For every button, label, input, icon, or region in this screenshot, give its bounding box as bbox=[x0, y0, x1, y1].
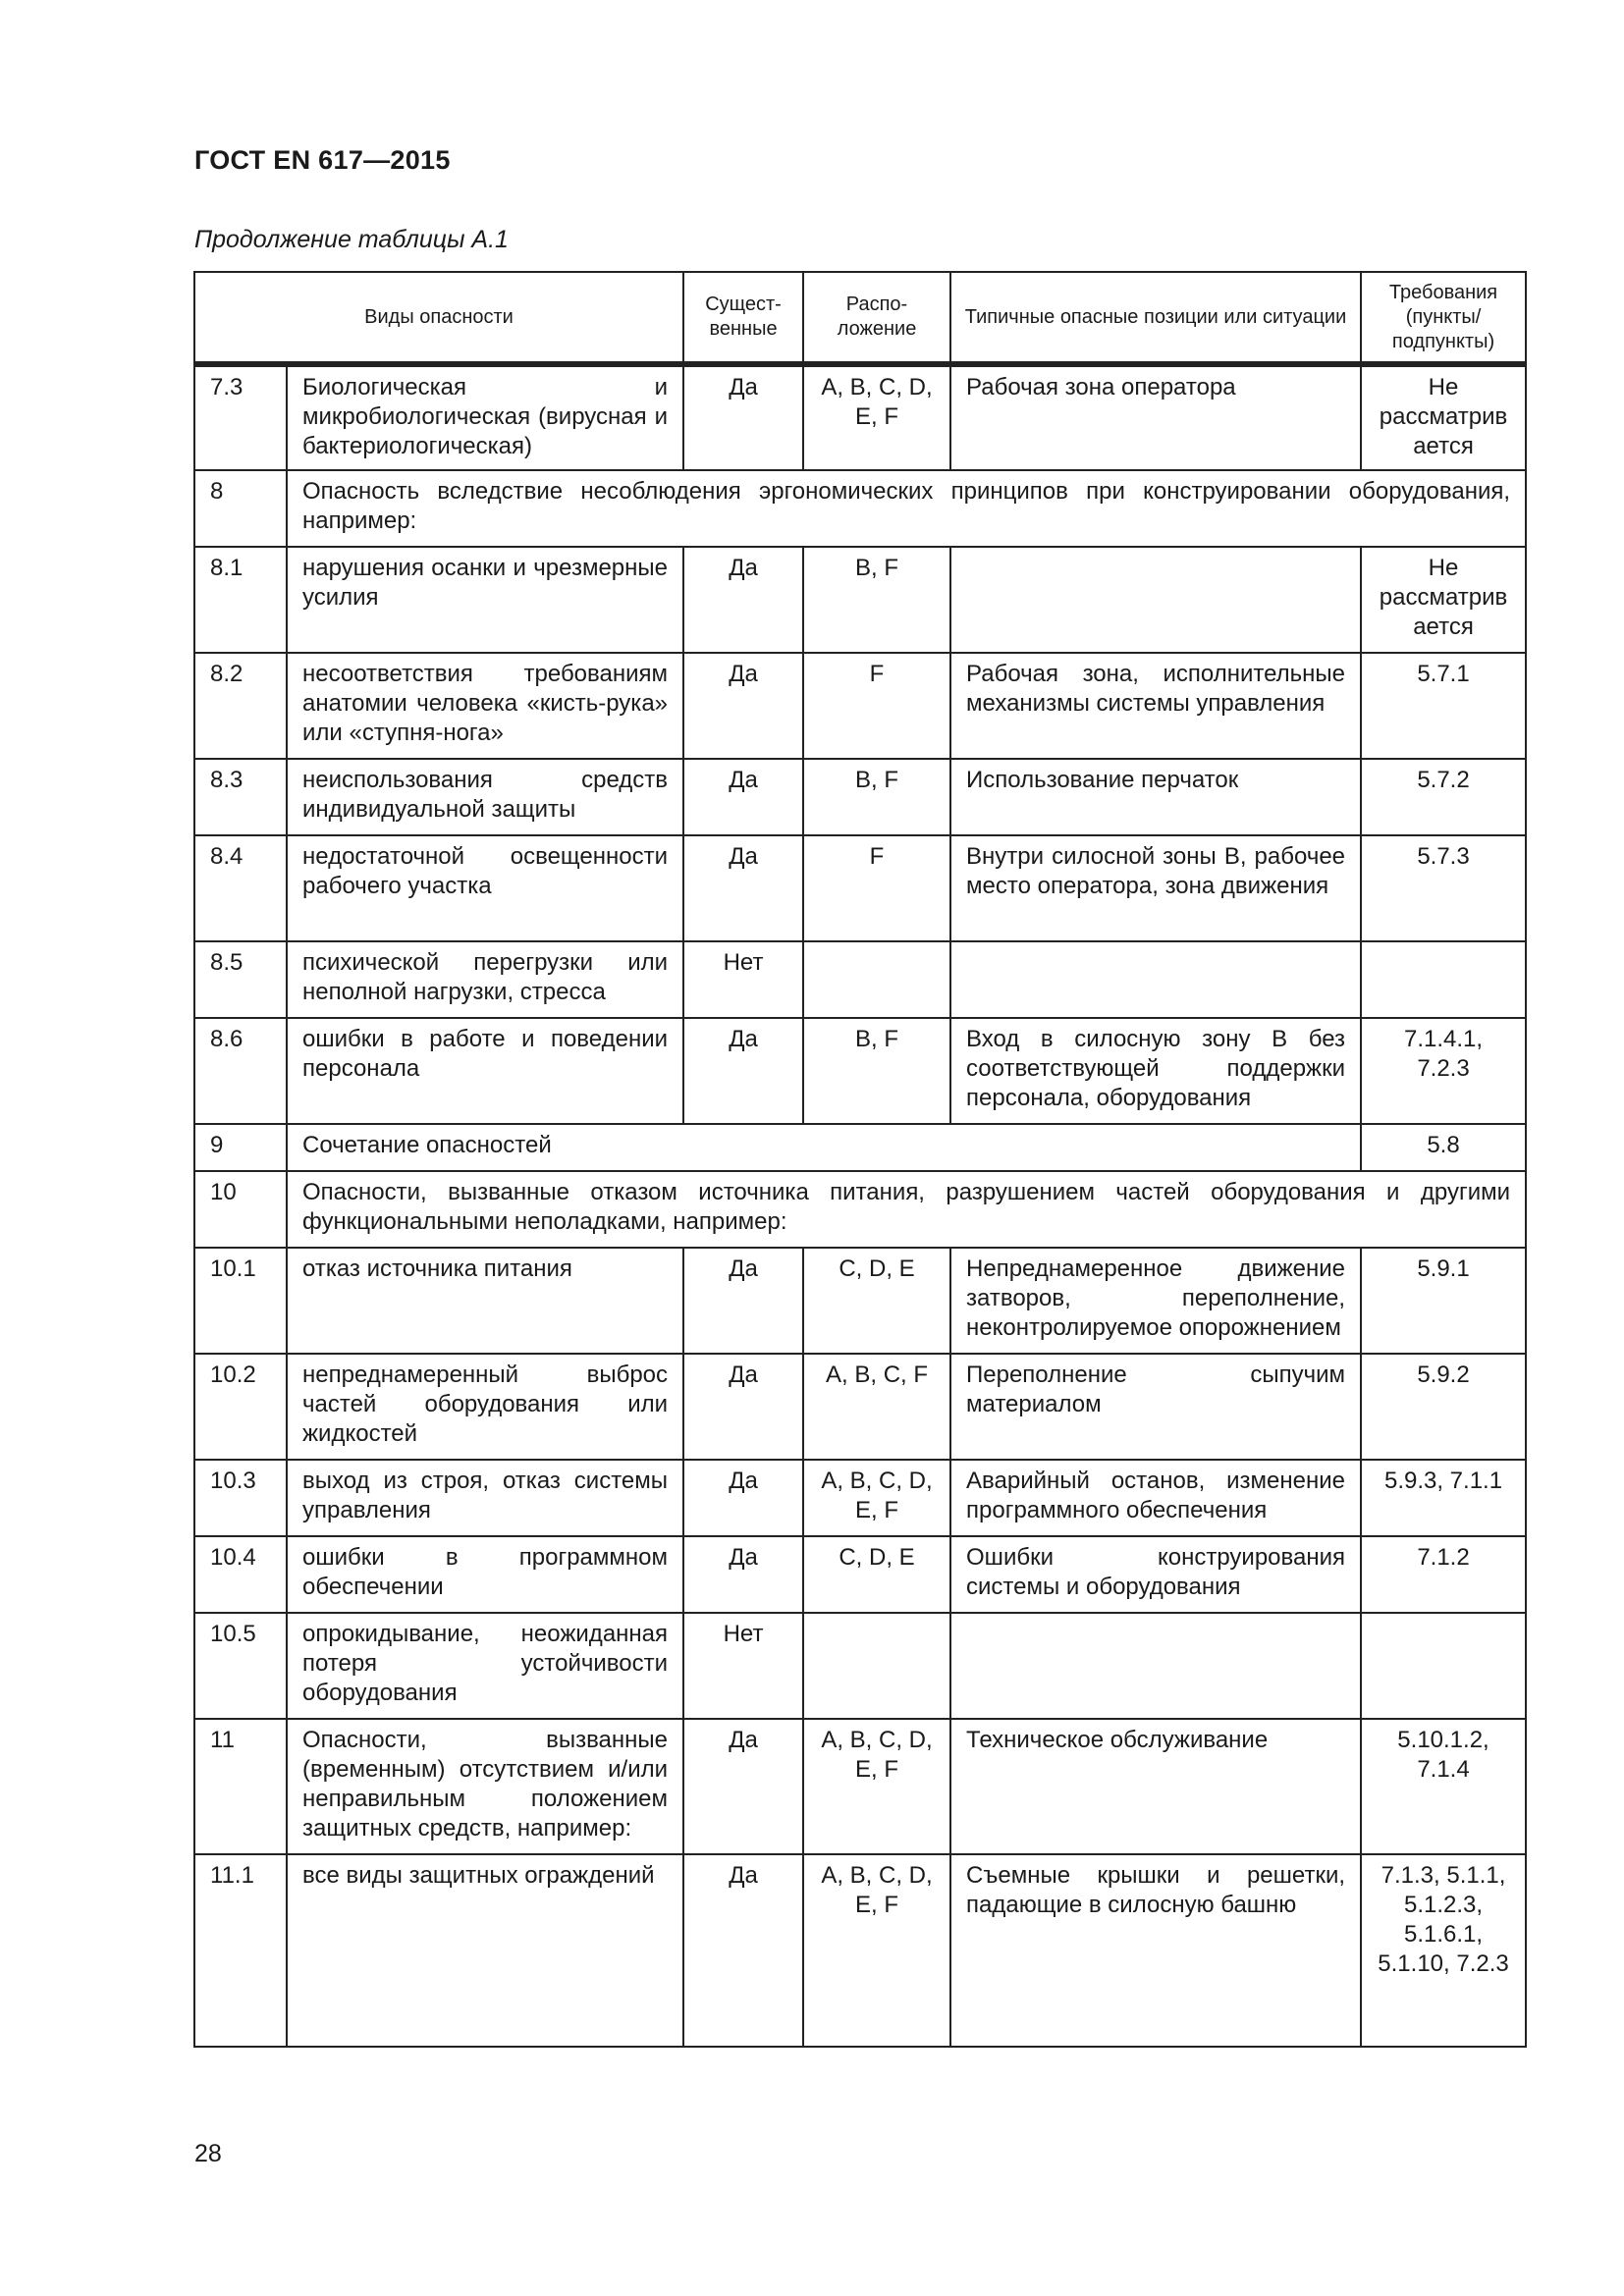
hazard-cell: ошибки в работе и поведении персонала bbox=[286, 1017, 682, 1123]
row-number: 11 bbox=[193, 1718, 286, 1853]
requirements-cell: Не рассматривается bbox=[1360, 546, 1527, 652]
location-cell: C, D, E bbox=[802, 1535, 949, 1612]
significant-cell: Да bbox=[682, 1535, 802, 1612]
hazards-table bbox=[193, 271, 1527, 2048]
row-number: 9 bbox=[193, 1123, 286, 1170]
requirements-cell: 7.1.3, 5.1.1, 5.1.2.3, 5.1.6.1, 5.1.10, 7.2.3 bbox=[1360, 1853, 1527, 2048]
row-number: 8.1 bbox=[193, 546, 286, 652]
location-cell: А, B, C, D, E, F bbox=[802, 363, 949, 469]
situation-cell: Рабочая зона оператора bbox=[949, 363, 1360, 469]
row-number: 7.3 bbox=[193, 363, 286, 469]
table-row bbox=[193, 1247, 1527, 1353]
requirements-cell: 5.10.1.2, 7.1.4 bbox=[1360, 1718, 1527, 1853]
significant-cell: Нет bbox=[682, 940, 802, 1017]
location-cell: B, F bbox=[802, 758, 949, 834]
situation-cell: Съемные крышки и решетки, падающие в силосную башню bbox=[949, 1853, 1360, 2048]
location-cell bbox=[802, 1612, 949, 1718]
requirements-cell: 5.8 bbox=[1360, 1123, 1527, 1170]
requirements-cell: Не рассматривается bbox=[1360, 363, 1527, 469]
requirements-cell: 5.7.2 bbox=[1360, 758, 1527, 834]
row-number: 8.2 bbox=[193, 652, 286, 758]
location-cell: F bbox=[802, 652, 949, 758]
hazard-cell: несоответствия требованиям анатомии человека «кисть-рука» или «ступня-нога» bbox=[286, 652, 682, 758]
requirements-cell: 7.1.4.1, 7.2.3 bbox=[1360, 1017, 1527, 1123]
table-header-row bbox=[193, 271, 1527, 363]
significant-cell: Да bbox=[682, 834, 802, 940]
hazard-cell: опрокидывание, неожиданная потеря устойчивости оборудования bbox=[286, 1612, 682, 1718]
significant-cell: Нет bbox=[682, 1612, 802, 1718]
col-header-significant: Сущест-венные bbox=[682, 271, 802, 363]
col-header-location: Распо-ложение bbox=[802, 271, 949, 363]
requirements-cell: 5.7.3 bbox=[1360, 834, 1527, 940]
significant-cell: Да bbox=[682, 758, 802, 834]
significant-cell: Да bbox=[682, 1353, 802, 1459]
location-cell: F bbox=[802, 834, 949, 940]
col-header-hazard: Виды опасности bbox=[193, 271, 682, 363]
situation-cell: Переполнение сыпучим материалом bbox=[949, 1353, 1360, 1459]
table-row bbox=[193, 1353, 1527, 1459]
row-number: 8.3 bbox=[193, 758, 286, 834]
location-cell: А, B, C, D, E, F bbox=[802, 1853, 949, 2048]
row-number: 8 bbox=[193, 469, 286, 546]
hazard-cell: Опасности, вызванные (временным) отсутствием и/или неправильным положением защитных средств, например: bbox=[286, 1718, 682, 1853]
table-row bbox=[193, 1718, 1527, 1853]
situation-cell bbox=[949, 546, 1360, 652]
table-row bbox=[193, 546, 1527, 652]
location-cell: А, B, C, F bbox=[802, 1353, 949, 1459]
table-row bbox=[193, 1459, 1527, 1535]
hazard-cell: Биологическая и микробиологическая (вирусная и бактериологическая) bbox=[286, 363, 682, 469]
hazard-cell: недостаточной освещенности рабочего участка bbox=[286, 834, 682, 940]
section-heading-cell: Опасности, вызванные отказом источника питания, разрушением частей оборудования и другими функциональными неполадками, например: bbox=[286, 1170, 1527, 1247]
hazard-cell: Сочетание опасностей bbox=[286, 1123, 1360, 1170]
row-number: 10 bbox=[193, 1170, 286, 1247]
situation-cell: Рабочая зона, исполнительные механизмы системы управления bbox=[949, 652, 1360, 758]
significant-cell: Да bbox=[682, 652, 802, 758]
page-number: 28 bbox=[194, 2140, 222, 2167]
row-number: 10.1 bbox=[193, 1247, 286, 1353]
row-number: 10.3 bbox=[193, 1459, 286, 1535]
location-cell: B, F bbox=[802, 546, 949, 652]
requirements-cell bbox=[1360, 1612, 1527, 1718]
location-cell: А, B, C, D, E, F bbox=[802, 1718, 949, 1853]
location-cell: А, B, C, D, E, F bbox=[802, 1459, 949, 1535]
significant-cell: Да bbox=[682, 1247, 802, 1353]
hazard-cell: все виды защитных ограждений bbox=[286, 1853, 682, 2048]
requirements-cell: 7.1.2 bbox=[1360, 1535, 1527, 1612]
table-row bbox=[193, 758, 1527, 834]
hazard-cell: ошибки в программном обеспечении bbox=[286, 1535, 682, 1612]
section-heading-cell: Опасность вследствие несоблюдения эргономических принципов при конструировании оборудования, например: bbox=[286, 469, 1527, 546]
hazard-cell: нарушения осанки и чрезмерные усилия bbox=[286, 546, 682, 652]
table-row bbox=[193, 1017, 1527, 1123]
situation-cell: Внутри силосной зоны В, рабочее место оператора, зона движения bbox=[949, 834, 1360, 940]
situation-cell: Техническое обслуживание bbox=[949, 1718, 1360, 1853]
situation-cell: Вход в силосную зону В без соответствующей поддержки персонала, оборудования bbox=[949, 1017, 1360, 1123]
table-row bbox=[193, 1123, 1527, 1170]
hazard-cell: неиспользования средств индивидуальной защиты bbox=[286, 758, 682, 834]
significant-cell: Да bbox=[682, 1459, 802, 1535]
table-row bbox=[193, 469, 1527, 546]
table-row bbox=[193, 1170, 1527, 1247]
table-row bbox=[193, 363, 1527, 469]
col-header-requirements: Требования (пункты/ подпункты) bbox=[1360, 271, 1527, 363]
hazard-cell: выход из строя, отказ системы управления bbox=[286, 1459, 682, 1535]
situation-cell: Ошибки конструирования системы и оборудования bbox=[949, 1535, 1360, 1612]
significant-cell: Да bbox=[682, 363, 802, 469]
situation-cell: Аварийный останов, изменение программного обеспечения bbox=[949, 1459, 1360, 1535]
table-row bbox=[193, 1612, 1527, 1718]
table-row bbox=[193, 652, 1527, 758]
hazard-cell: психической перегрузки или неполной нагрузки, стресса bbox=[286, 940, 682, 1017]
row-number: 8.6 bbox=[193, 1017, 286, 1123]
location-cell: B, F bbox=[802, 1017, 949, 1123]
row-number: 10.5 bbox=[193, 1612, 286, 1718]
hazard-cell: отказ источника питания bbox=[286, 1247, 682, 1353]
col-header-situation: Типичные опасные позиции или ситуации bbox=[949, 271, 1360, 363]
requirements-cell: 5.9.1 bbox=[1360, 1247, 1527, 1353]
situation-cell: Использование перчаток bbox=[949, 758, 1360, 834]
table-row bbox=[193, 1535, 1527, 1612]
row-number: 8.4 bbox=[193, 834, 286, 940]
requirements-cell bbox=[1360, 940, 1527, 1017]
table-row bbox=[193, 940, 1527, 1017]
significant-cell: Да bbox=[682, 1017, 802, 1123]
significant-cell: Да bbox=[682, 1853, 802, 2048]
situation-cell: Непреднамеренное движение затворов, переполнение, неконтролируемое опорожнением bbox=[949, 1247, 1360, 1353]
row-number: 10.4 bbox=[193, 1535, 286, 1612]
situation-cell bbox=[949, 940, 1360, 1017]
requirements-cell: 5.9.3, 7.1.1 bbox=[1360, 1459, 1527, 1535]
row-number: 10.2 bbox=[193, 1353, 286, 1459]
location-cell bbox=[802, 940, 949, 1017]
requirements-cell: 5.7.1 bbox=[1360, 652, 1527, 758]
table-row bbox=[193, 1853, 1527, 2048]
row-number: 8.5 bbox=[193, 940, 286, 1017]
significant-cell: Да bbox=[682, 546, 802, 652]
requirements-cell: 5.9.2 bbox=[1360, 1353, 1527, 1459]
table-row bbox=[193, 834, 1527, 940]
row-number: 11.1 bbox=[193, 1853, 286, 2048]
table-caption: Продолжение таблицы А.1 bbox=[194, 226, 509, 253]
document-header: ГОСТ EN 617—2015 bbox=[194, 145, 451, 175]
situation-cell bbox=[949, 1612, 1360, 1718]
hazard-cell: непреднамеренный выброс частей оборудования или жидкостей bbox=[286, 1353, 682, 1459]
location-cell: C, D, E bbox=[802, 1247, 949, 1353]
significant-cell: Да bbox=[682, 1718, 802, 1853]
